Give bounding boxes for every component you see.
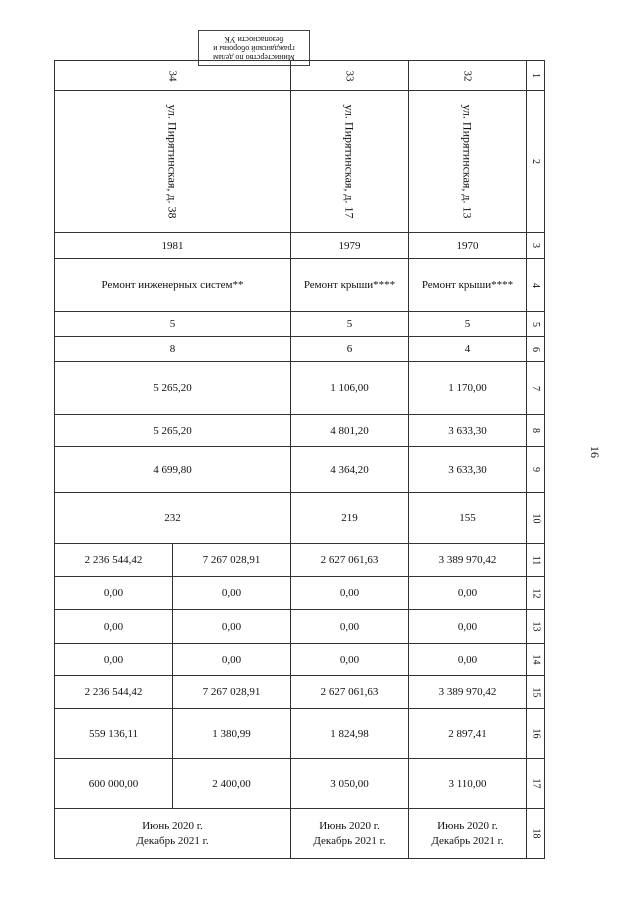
row-index: 12 — [527, 577, 545, 610]
period-start: Июнь 2020 г. — [319, 819, 380, 832]
value-cell: 232 — [55, 493, 291, 544]
value-cell: 0,00 — [55, 610, 173, 644]
address-cell: ул. Пирятинская, д. 38 — [55, 91, 291, 233]
row-index: 10 — [527, 493, 545, 544]
table-row — [55, 233, 545, 259]
value-cell: 7 267 028,91 — [173, 544, 291, 577]
table-row — [55, 544, 545, 577]
row-index: 4 — [527, 259, 545, 312]
period-end: Декабрь 2021 г. — [431, 834, 504, 847]
period-end: Декабрь 2021 г. — [136, 834, 209, 847]
value-cell: 4 — [409, 337, 527, 362]
period-end: Декабрь 2021 г. — [313, 834, 386, 847]
row-index: 5 — [527, 312, 545, 337]
period-start: Июнь 2020 г. — [437, 819, 498, 832]
value-cell: 559 136,11 — [55, 709, 173, 759]
value-cell: 2 236 544,42 — [55, 676, 173, 709]
value-cell: 7 267 028,91 — [173, 676, 291, 709]
value-cell: 2 236 544,42 — [55, 544, 173, 577]
row-index: 3 — [527, 233, 545, 259]
value-cell: 5 265,20 — [55, 362, 291, 415]
row-index: 18 — [527, 809, 545, 859]
table-row — [55, 676, 545, 709]
period-start: Июнь 2020 г. — [142, 819, 203, 832]
row-index: 8 — [527, 415, 545, 447]
value-cell: 6 — [291, 337, 409, 362]
value-cell: 219 — [291, 493, 409, 544]
table-row — [55, 809, 545, 859]
period-cell — [409, 809, 527, 859]
value-cell: 8 — [55, 337, 291, 362]
year-cell: 1970 — [409, 233, 527, 259]
page-number: 16 — [588, 446, 602, 458]
value-cell: 1 170,00 — [409, 362, 527, 415]
period-cell — [55, 809, 291, 859]
value-cell: 5 — [291, 312, 409, 337]
housing-repair-table — [54, 60, 545, 859]
stamp-line-2: гражданской обороны и — [213, 44, 295, 53]
value-cell: 2 897,41 — [409, 709, 527, 759]
table-row — [55, 447, 545, 493]
value-cell: 4 364,20 — [291, 447, 409, 493]
value-cell: 1 380,99 — [173, 709, 291, 759]
value-cell: 0,00 — [291, 610, 409, 644]
work-type-cell: Ремонт крыши**** — [291, 259, 409, 312]
address-cell: ул. Пирятинская, д. 13 — [409, 91, 527, 233]
table-row — [55, 577, 545, 610]
value-cell: 5 — [55, 312, 291, 337]
period-cell — [291, 809, 409, 859]
value-cell: 3 389 970,42 — [409, 544, 527, 577]
work-type-cell: Ремонт крыши**** — [409, 259, 527, 312]
value-cell: 3 633,30 — [409, 415, 527, 447]
value-cell: 2 627 061,63 — [291, 544, 409, 577]
table-row — [55, 337, 545, 362]
value-cell: 0,00 — [409, 610, 527, 644]
table-row — [55, 312, 545, 337]
value-cell: 5 — [409, 312, 527, 337]
value-cell: 3 050,00 — [291, 759, 409, 809]
table-row — [55, 610, 545, 644]
stamp-line-3: безопасности УК — [224, 35, 284, 44]
value-cell: 4 801,20 — [291, 415, 409, 447]
column-number-34: 34 — [55, 61, 291, 91]
row-index: 15 — [527, 676, 545, 709]
work-type-cell: Ремонт инженерных систем** — [55, 259, 291, 312]
row-index: 17 — [527, 759, 545, 809]
value-cell: 0,00 — [55, 644, 173, 676]
value-cell: 3 389 970,42 — [409, 676, 527, 709]
value-cell: 2 400,00 — [173, 759, 291, 809]
table-row — [55, 91, 545, 233]
row-index: 11 — [527, 544, 545, 577]
table-row — [55, 259, 545, 312]
row-index: 9 — [527, 447, 545, 493]
year-cell: 1981 — [55, 233, 291, 259]
value-cell: 0,00 — [291, 577, 409, 610]
row-index: 1 — [527, 61, 545, 91]
value-cell: 600 000,00 — [55, 759, 173, 809]
value-cell: 0,00 — [291, 644, 409, 676]
value-cell: 5 265,20 — [55, 415, 291, 447]
value-cell: 0,00 — [173, 577, 291, 610]
value-cell: 3 110,00 — [409, 759, 527, 809]
row-index: 16 — [527, 709, 545, 759]
value-cell: 2 627 061,63 — [291, 676, 409, 709]
table-row — [55, 759, 545, 809]
value-cell: 155 — [409, 493, 527, 544]
value-cell: 0,00 — [173, 644, 291, 676]
column-number-33: 33 — [291, 61, 409, 91]
value-cell: 3 633,30 — [409, 447, 527, 493]
value-cell: 0,00 — [409, 644, 527, 676]
row-index: 7 — [527, 362, 545, 415]
value-cell: 1 824,98 — [291, 709, 409, 759]
value-cell: 0,00 — [55, 577, 173, 610]
row-index: 14 — [527, 644, 545, 676]
row-index: 6 — [527, 337, 545, 362]
value-cell: 0,00 — [409, 577, 527, 610]
table-row — [55, 61, 545, 91]
year-cell: 1979 — [291, 233, 409, 259]
table-row — [55, 362, 545, 415]
table-row — [55, 493, 545, 544]
address-cell: ул. Пирятинская, д. 17 — [291, 91, 409, 233]
row-index: 13 — [527, 610, 545, 644]
row-index: 2 — [527, 91, 545, 233]
value-cell: 1 106,00 — [291, 362, 409, 415]
column-number-32: 32 — [409, 61, 527, 91]
table-row — [55, 644, 545, 676]
value-cell: 0,00 — [173, 610, 291, 644]
stamp-line-1: Министерство по делам — [213, 53, 295, 62]
value-cell: 4 699,80 — [55, 447, 291, 493]
table-row — [55, 415, 545, 447]
table-row — [55, 709, 545, 759]
